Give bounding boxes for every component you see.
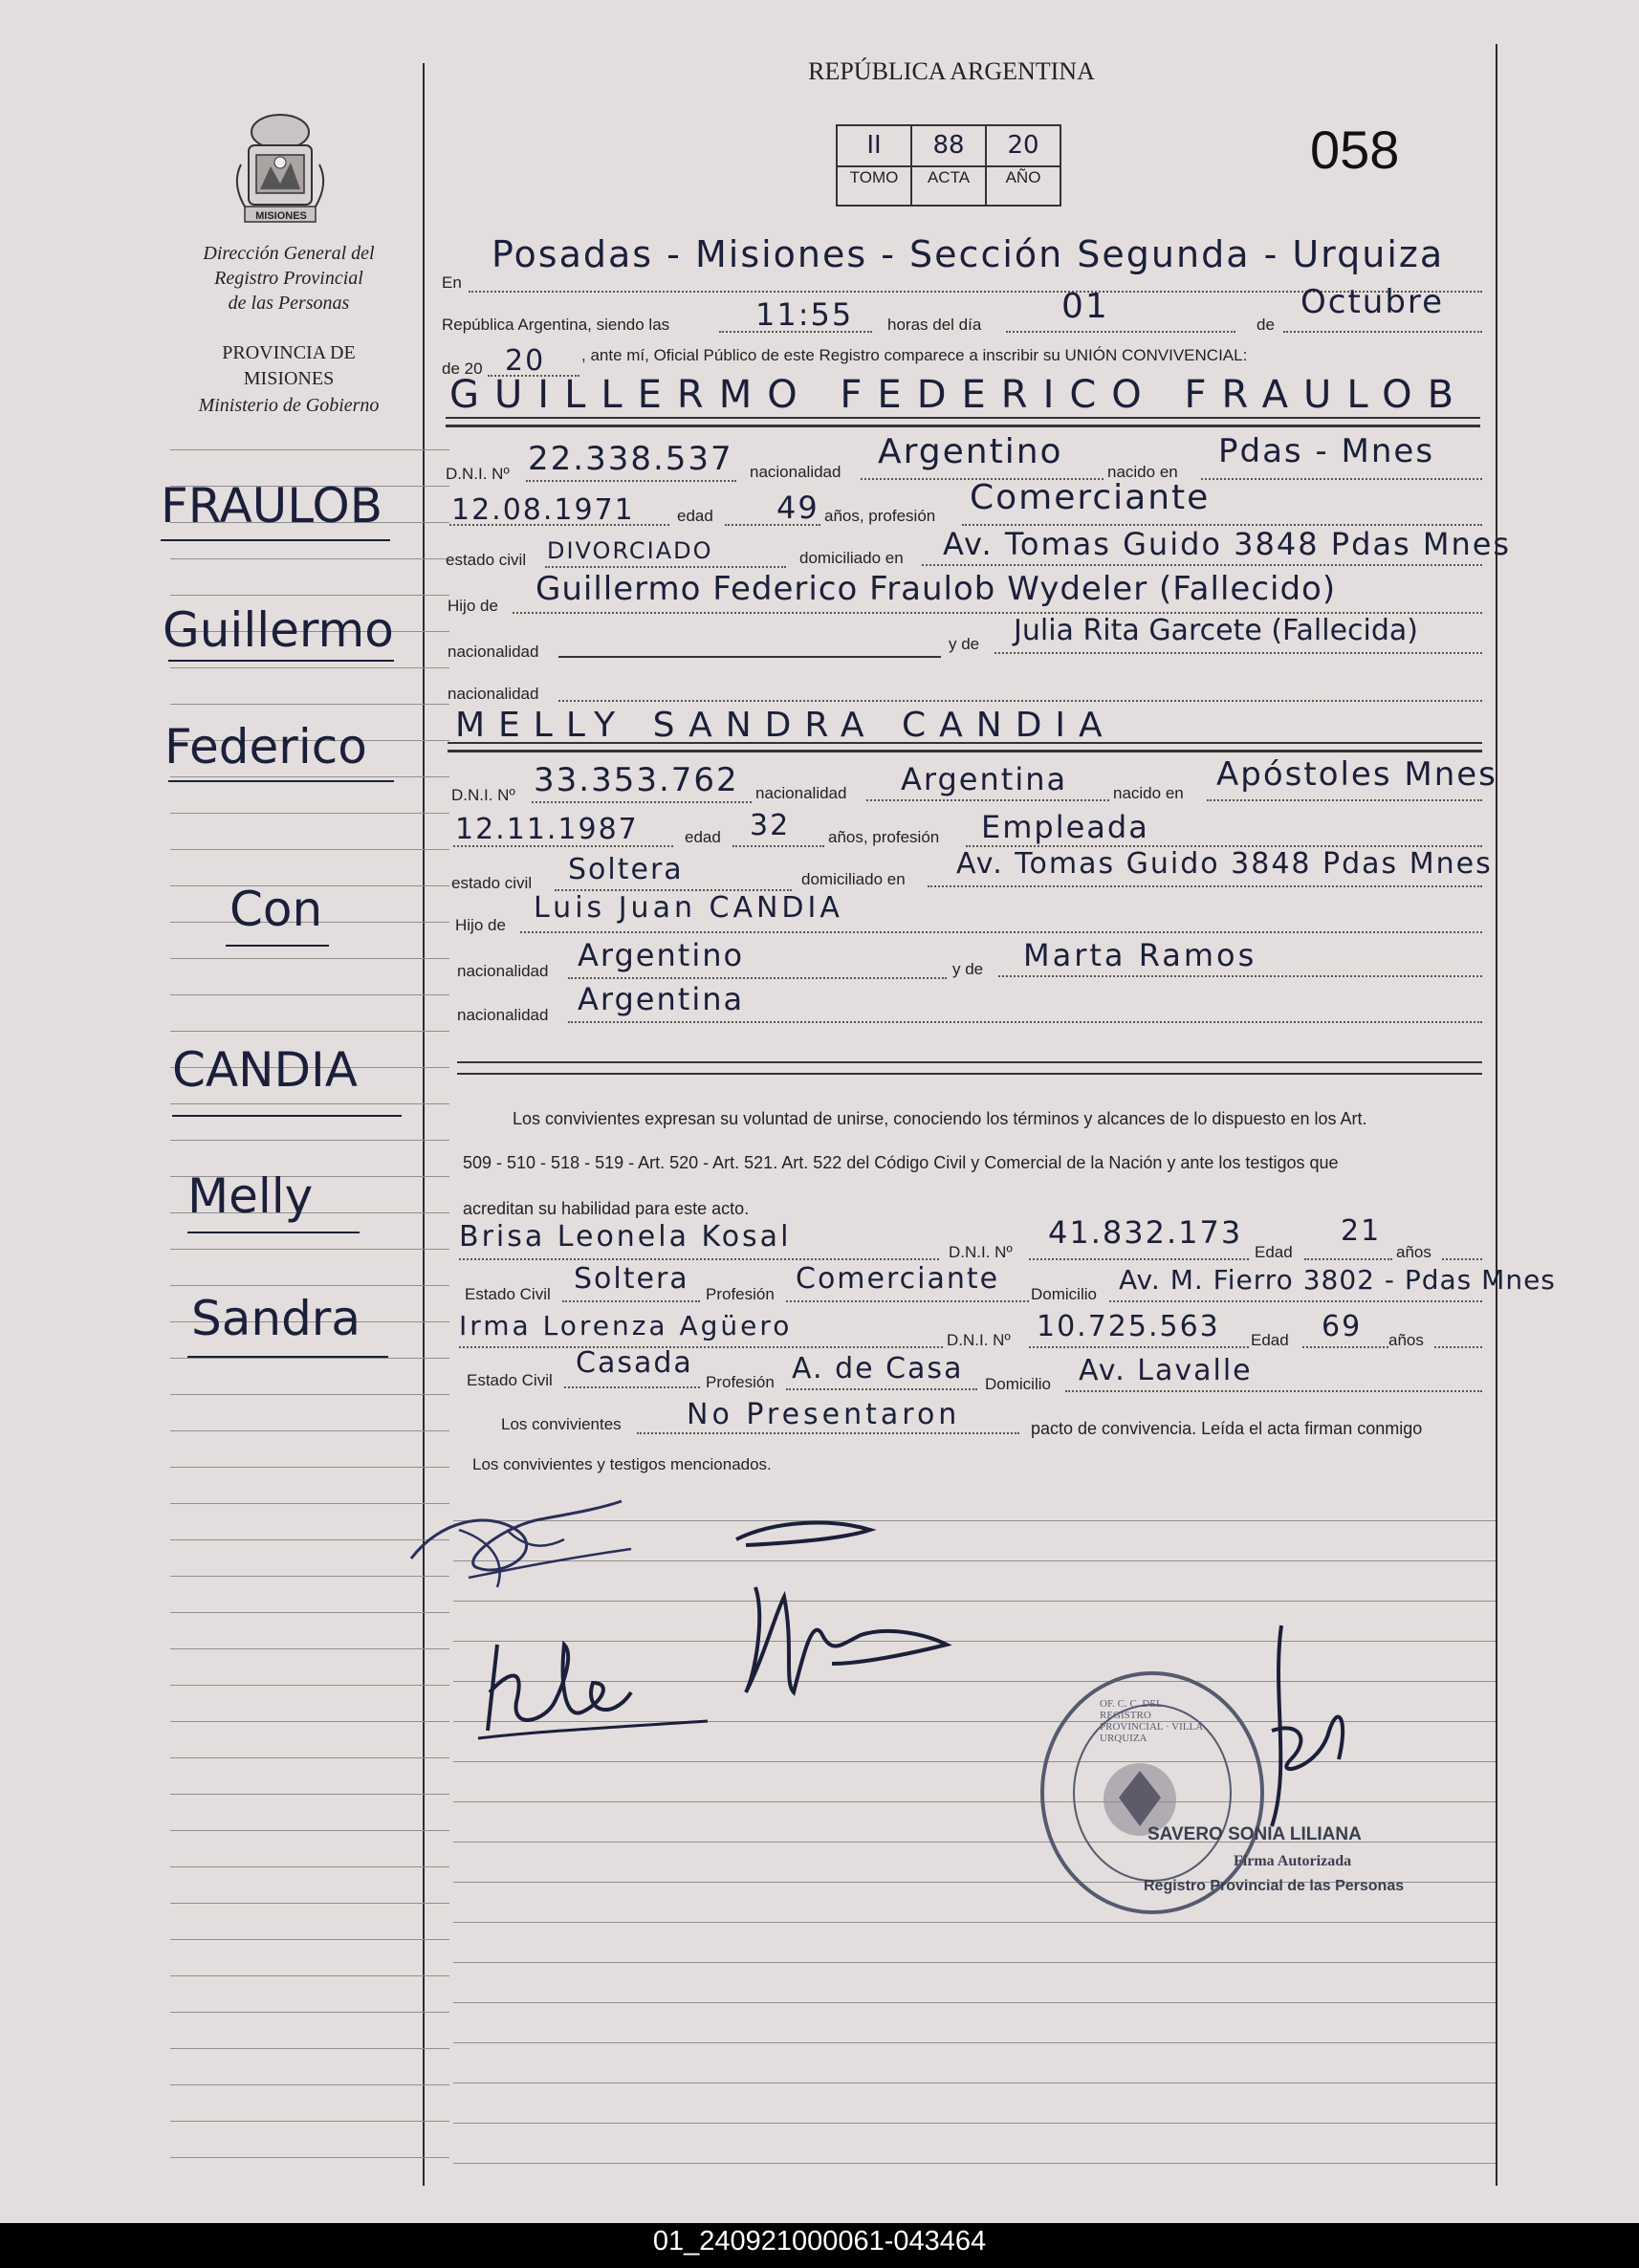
official-signature-icon (1214, 1616, 1367, 1836)
ruled-line (170, 1358, 449, 1359)
witness2-age-value: 69 (1322, 1310, 1363, 1343)
ruled-line (170, 1794, 449, 1795)
person1-dni-value: 22.338.537 (528, 440, 733, 478)
person1-edad-label: edad (677, 507, 713, 525)
ruled-line (453, 2123, 1496, 2124)
margin-given-name-4: Sandra (191, 1291, 361, 1346)
witness1-anos-line (1442, 1258, 1482, 1260)
province-line-2: MISIONES (243, 368, 335, 389)
footer-image-code: 01_240921000061-043464 (652, 2226, 987, 2257)
person2-father-nationality-value: Argentino (578, 937, 745, 973)
person2-birthdate-value: 12.11.1987 (455, 813, 639, 846)
margin-given-name-1-underline (168, 660, 394, 662)
person1-full-name: GUILLERMO FEDERICO FRAULOB (449, 373, 1470, 417)
ruled-line (170, 1685, 449, 1686)
person2-name-line-2 (448, 750, 1482, 752)
person2-address-value: Av. Tomas Guido 3848 Pdas Mnes (956, 847, 1493, 881)
person2-birthplace-value: Apóstoles Mnes (1216, 755, 1497, 794)
witness1-anos-label: años (1396, 1243, 1431, 1261)
section-separator-2 (457, 1073, 1482, 1075)
signature-3-icon (469, 1625, 717, 1750)
signature-4-icon (727, 1559, 956, 1712)
person1-father-nationality-line (558, 656, 941, 658)
person2-name-line (448, 742, 1482, 744)
witness1-dni-line (1029, 1258, 1249, 1260)
margin-surname-1-underline (161, 539, 390, 541)
tomo-label: TOMO (849, 168, 899, 186)
margin-surname-2-underline (172, 1115, 402, 1117)
person1-dni-line (526, 480, 736, 482)
witness2-profession-line (786, 1388, 977, 1390)
person2-domicilio-label: domiciliado en (801, 870, 906, 888)
ruled-line (170, 1903, 449, 1904)
witness1-domicilio-label: Domicilio (1031, 1285, 1097, 1303)
person2-profesion-label: años, profesión (828, 828, 940, 846)
margin-surname-2: CANDIA (172, 1042, 358, 1098)
person1-nacionalidad-label: nacionalidad (750, 463, 841, 481)
witness2-domicilio-label: Domicilio (985, 1375, 1051, 1393)
person2-age-value: 32 (750, 809, 791, 842)
ruled-line (170, 1721, 449, 1722)
ruled-line (170, 958, 449, 959)
ruled-line (453, 2163, 1496, 2164)
witness2-anos-line (1434, 1346, 1482, 1348)
witness1-edad-label: Edad (1255, 1243, 1293, 1261)
ruled-line (170, 2012, 449, 2013)
closing-line-2: Los convivientes y testigos mencionados. (472, 1455, 772, 1473)
box-divider (838, 165, 1060, 167)
place-value: Posadas - Misiones - Sección Segunda - Urquiza (492, 233, 1445, 275)
margin-given-name-4-underline (187, 1356, 388, 1358)
ruled-line (170, 776, 449, 777)
declaration-line-1: Los convivientes expresan su voluntad de unirse, conociendo los términos y alcances de lo dispuesto en los Art. (513, 1109, 1367, 1128)
stamp-official-name: SAVERO SONIA LILIANA (1147, 1824, 1362, 1844)
pact-status-value: No Presentaron (687, 1398, 961, 1431)
ministry-line: Ministerio de Gobierno (198, 395, 380, 416)
witness1-address-value: Av. M. Fierro 3802 - Pdas Mnes (1119, 1264, 1556, 1296)
person2-dni-label: D.N.I. Nº (451, 786, 515, 804)
person1-hijo-label: Hijo de (448, 597, 498, 615)
ruled-line (170, 2121, 449, 2122)
ruled-line (170, 1975, 449, 1976)
person2-nationality-value: Argentina (901, 761, 1068, 797)
person2-nacionalidad-label: nacionalidad (755, 784, 847, 802)
witness1-address-line (1109, 1300, 1482, 1302)
person1-age-value: 49 (776, 490, 820, 526)
witness2-anos-label: años (1388, 1331, 1424, 1349)
ruled-line (170, 1394, 449, 1395)
ruled-line (170, 1430, 449, 1431)
ruled-line (170, 1612, 449, 1613)
person2-nacido-label: nacido en (1113, 784, 1184, 802)
ruled-line (170, 1648, 449, 1649)
declaration-line-3: acreditan su habilidad para este acto. (463, 1199, 750, 1218)
ruled-line (170, 849, 449, 850)
witness2-address-value: Av. Lavalle (1079, 1354, 1253, 1387)
ruled-line (170, 1467, 449, 1468)
witness1-civil-line (562, 1300, 700, 1302)
witness1-name-value: Brisa Leonela Kosal (459, 1220, 792, 1254)
witness1-profesion-label: Profesión (706, 1285, 775, 1303)
agency-line-2: Registro Provincial (214, 268, 363, 289)
ruled-line (170, 1939, 449, 1940)
witness2-civil-value: Casada (576, 1346, 693, 1380)
ruled-line (170, 1140, 449, 1141)
ruled-line (170, 2157, 449, 2158)
intro-text: , ante mí, Oficial Público de este Registro comparece a inscribir su UNIÓN CONVIVENCIAL: (581, 346, 1248, 364)
margin-given-name-1: Guillermo (163, 602, 394, 658)
person1-birthplace-line (1201, 478, 1482, 480)
witness2-name-line (459, 1346, 943, 1348)
person2-age-line (732, 845, 824, 847)
year-prefix-label: de 20 (442, 360, 483, 378)
anio-value: 20 (1007, 131, 1039, 160)
page-number: 058 (1310, 120, 1400, 180)
witness2-estado-label: Estado Civil (467, 1371, 553, 1389)
person1-domicilio-label: domiciliado en (799, 549, 904, 567)
month-line (1283, 331, 1482, 333)
person2-address-line (928, 885, 1482, 887)
country-heading: REPÚBLICA ARGENTINA (808, 57, 1095, 85)
ruled-line (170, 2048, 449, 2049)
person2-mother-value: Marta Ramos (1023, 937, 1257, 973)
logo-banner-text: MISIONES (255, 210, 307, 222)
republica-label: República Argentina, siendo las (442, 316, 670, 334)
witness1-age-value: 21 (1341, 1214, 1382, 1248)
witness1-dni-label: D.N.I. Nº (949, 1243, 1013, 1261)
acta-value: 88 (932, 131, 965, 160)
person2-dni-line (532, 801, 752, 803)
ruled-line (170, 1031, 449, 1032)
ruled-line (170, 1103, 449, 1104)
person2-father-value: Luis Juan CANDIA (534, 891, 843, 925)
ruled-line (453, 1601, 1496, 1602)
section-separator (457, 1061, 1482, 1063)
margin-connector-underline (226, 945, 329, 947)
witness1-profession-value: Comerciante (796, 1262, 1000, 1296)
closing-pacto-text: pacto de convivencia. Leída el acta firman conmigo (1031, 1419, 1423, 1438)
time-value: 11:55 (755, 296, 854, 333)
person1-dni-label: D.N.I. Nº (446, 465, 510, 483)
ruled-line (170, 1866, 449, 1867)
person1-nacido-label: nacido en (1107, 463, 1178, 481)
ruled-line (170, 558, 449, 559)
right-page-border (1496, 44, 1497, 2186)
pact-status-line (637, 1432, 1019, 1434)
tomo-value: II (866, 131, 882, 160)
de-label: de (1257, 316, 1275, 334)
witness2-name-value: Irma Lorenza Agüero (459, 1310, 793, 1341)
ruled-line (453, 2002, 1496, 2003)
person2-mother-nationality-line (568, 1021, 1482, 1023)
person1-mother-line (994, 652, 1482, 654)
ruled-line (170, 1830, 449, 1831)
person1-civil-line (545, 566, 786, 568)
anio-label: AÑO (1005, 168, 1041, 186)
person1-birthplace-value: Pdas - Mnes (1218, 432, 1435, 470)
person1-profesion-label: años, profesión (824, 507, 936, 525)
en-label: En (442, 273, 462, 292)
witness2-edad-label: Edad (1251, 1331, 1289, 1349)
witness2-profession-value: A. de Casa (792, 1352, 964, 1385)
seal-ring-text: OF. C. C. DEL REGISTRO PROVINCIAL · VILLA URQUIZA (1100, 1698, 1203, 1744)
witness2-dni-line (1029, 1346, 1249, 1348)
left-column-divider (423, 63, 425, 2186)
person2-edad-label: edad (685, 828, 721, 846)
person1-name-line-2 (446, 425, 1480, 427)
person1-nac-label: nacionalidad (448, 643, 539, 661)
person1-mother-value: Julia Rita Garcete (Fallecida) (1014, 614, 1419, 647)
witness2-dni-label: D.N.I. Nº (947, 1331, 1011, 1349)
person1-nationality-value: Argentino (878, 432, 1063, 471)
person2-estado-label: estado civil (451, 874, 533, 892)
margin-given-name-3-underline (187, 1232, 360, 1233)
person2-yde-label: y de (952, 960, 984, 978)
margin-surname-1: FRAULOB (161, 478, 383, 534)
person2-nac-label: nacionalidad (457, 962, 549, 980)
ruled-line (170, 595, 449, 596)
day-value: 01 (1061, 287, 1109, 326)
person1-address-line (922, 564, 1482, 566)
closing-convivientes-label: Los convivientes (501, 1415, 622, 1433)
margin-given-name-2-underline (168, 780, 394, 782)
ruled-line (453, 1962, 1496, 1963)
person1-profession-value: Comerciante (970, 478, 1211, 517)
agency-line-3: de las Personas (228, 293, 350, 314)
ruled-line (170, 2084, 449, 2085)
day-line (1006, 331, 1235, 333)
person1-birthdate-value: 12.08.1971 (451, 493, 635, 527)
month-value: Octubre (1300, 283, 1445, 321)
person1-estado-label: estado civil (446, 551, 527, 569)
ruled-line (170, 667, 449, 668)
person2-nationality-line (866, 799, 1109, 801)
signature-2-icon (727, 1511, 880, 1559)
person2-dni-value: 33.353.762 (534, 761, 739, 799)
ruled-line (170, 1285, 449, 1286)
person2-civil-value: Soltera (568, 853, 684, 886)
margin-given-name-3: Melly (187, 1168, 314, 1224)
ruled-line (453, 1922, 1496, 1923)
ruled-line (170, 1757, 449, 1758)
stamp-title: Firma Autorizada (1234, 1853, 1352, 1869)
witness2-profesion-label: Profesión (706, 1373, 775, 1391)
declaration-line-2: 509 - 510 - 518 - 519 - Art. 520 - Art. 521. Art. 522 del Código Civil y Comercial de la Nación y ante los testigos que (463, 1153, 1339, 1172)
witness2-dni-value: 10.725.563 (1037, 1310, 1220, 1343)
person2-father-nationality-line (568, 977, 947, 979)
person2-birthplace-line (1207, 799, 1482, 801)
tomo-acta-anio-box (836, 124, 1061, 207)
witness1-age-line (1304, 1258, 1392, 1260)
person1-yde-label: y de (949, 635, 980, 653)
ruled-line (170, 449, 449, 450)
stamp-office: Registro Provincial de las Personas (1144, 1878, 1405, 1894)
acta-label: ACTA (927, 168, 971, 186)
witness1-dni-value: 41.832.173 (1048, 1214, 1243, 1251)
person2-mother-nationality-value: Argentina (578, 981, 745, 1017)
person1-name-line (446, 417, 1480, 419)
person1-address-value: Av. Tomas Guido 3848 Pdas Mnes (943, 526, 1512, 562)
witness2-age-line (1302, 1346, 1388, 1348)
person2-father-line (520, 931, 1482, 933)
ruled-line (170, 1249, 449, 1250)
year-value: 20 (505, 344, 546, 378)
person1-nac2-label: nacionalidad (448, 685, 539, 703)
ruled-line (453, 2042, 1496, 2043)
witness2-address-line (1065, 1390, 1482, 1392)
person2-profession-value: Empleada (981, 809, 1149, 845)
witness1-estado-label: Estado Civil (465, 1285, 551, 1303)
person2-nac2-label: nacionalidad (457, 1006, 549, 1024)
person2-mother-line (998, 975, 1482, 977)
person1-father-value: Guillermo Federico Fraulob Wydeler (Fallecido) (535, 570, 1337, 608)
witness1-civil-value: Soltera (574, 1262, 689, 1296)
agency-line-1: Dirección General del (203, 243, 375, 264)
person1-mother-nationality-line (558, 700, 1482, 702)
signature-1-icon (402, 1492, 650, 1597)
witness1-profession-line (786, 1300, 1029, 1302)
witness2-civil-line (564, 1386, 700, 1388)
person2-hijo-label: Hijo de (455, 916, 506, 934)
ruled-line (170, 704, 449, 705)
horas-label: horas del día (887, 316, 982, 334)
margin-given-name-2: Federico (164, 719, 367, 774)
person2-full-name: MELLY SANDRA CANDIA (455, 706, 1116, 745)
province-line-1: PROVINCIA DE (222, 342, 356, 363)
ruled-line (170, 994, 449, 995)
margin-connector: Con (229, 882, 323, 937)
person1-civil-value: DIVORCIADO (547, 537, 713, 564)
ruled-line (170, 813, 449, 814)
witness1-name-line (459, 1258, 939, 1260)
